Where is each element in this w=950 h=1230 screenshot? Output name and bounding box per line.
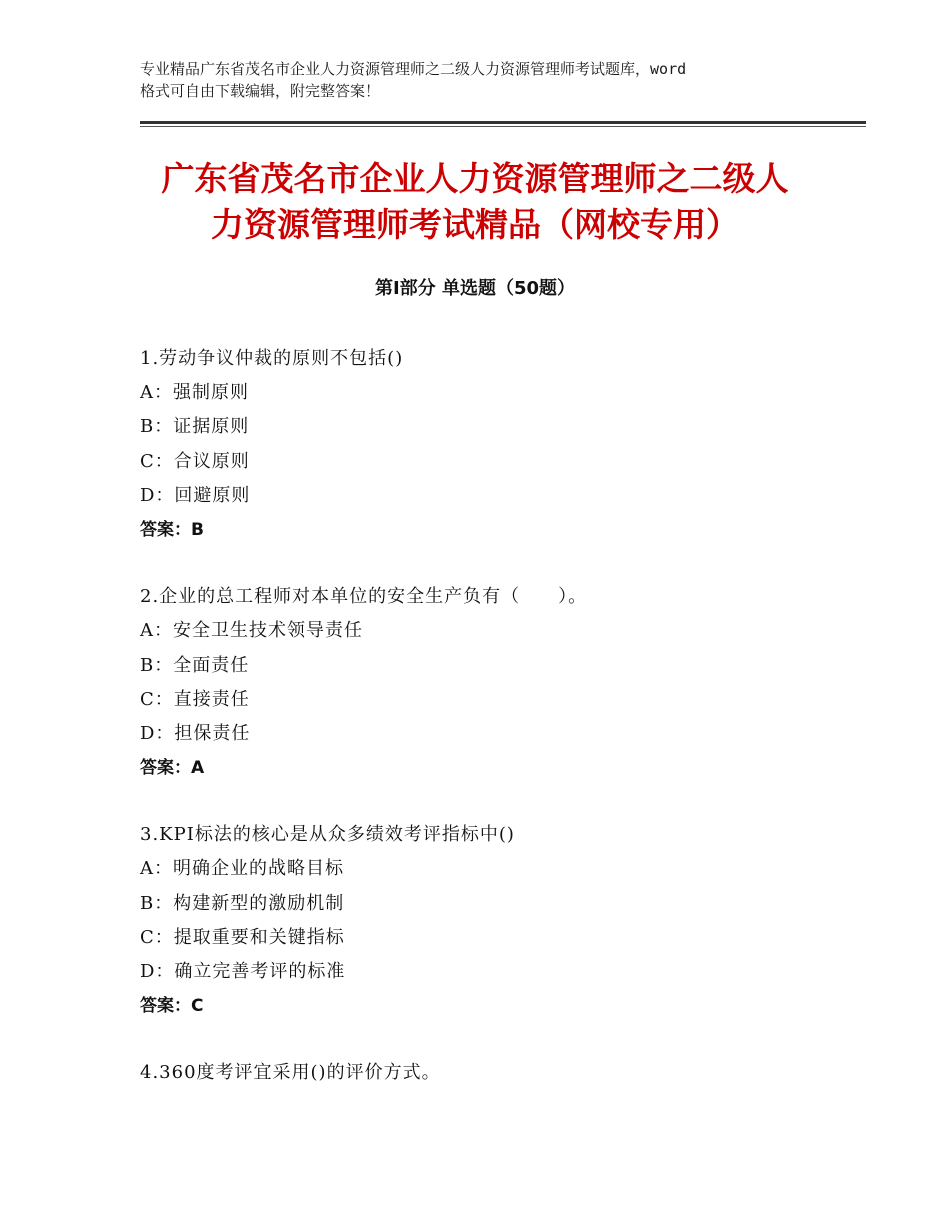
- answer: 答案：B: [140, 519, 204, 540]
- question-item: [140, 1056, 860, 1090]
- question-item: [140, 580, 860, 785]
- question-item: [140, 818, 860, 1023]
- answer: 答案：C: [140, 996, 204, 1017]
- section-heading: 第Ⅰ部分 单选题（50题）: [374, 278, 575, 299]
- question-stem: 1.劳动争议仲裁的原则不包括(): [140, 348, 404, 369]
- question-list: [140, 342, 860, 1124]
- document-title-line: 广东省茂名市企业人力资源管理师之二级人: [161, 159, 789, 198]
- option-c: C：提取重要和关键指标: [140, 926, 345, 948]
- option-d: D：回避原则: [140, 484, 251, 506]
- answer: 答案：A: [140, 758, 205, 779]
- header-divider-thin: [140, 126, 866, 127]
- option-c: C：合议原则: [140, 450, 250, 472]
- header-note-line: 格式可自由下载编辑，附完整答案！: [140, 82, 381, 100]
- document-title: [100, 156, 850, 248]
- header-note-line: 专业精品广东省茂名市企业人力资源管理师之二级人力资源管理师考试题库，word: [140, 60, 687, 78]
- option-b: B：证据原则: [140, 416, 250, 438]
- option-b: B：全面责任: [140, 654, 250, 676]
- option-b: B：构建新型的激励机制: [140, 892, 345, 914]
- option-a: A：强制原则: [140, 382, 249, 404]
- header-note: [140, 58, 840, 102]
- option-d: D：确立完善考评的标准: [140, 961, 346, 982]
- document-title-line: 力资源管理师考试精品（网校专用）: [211, 205, 739, 244]
- question-stem: 4.360度考评宜采用()的评价方式。: [140, 1062, 441, 1084]
- option-d: D：担保责任: [140, 722, 251, 744]
- question-item: [140, 342, 860, 547]
- option-c: C：直接责任: [140, 688, 250, 710]
- option-a: A：安全卫生技术领导责任: [140, 620, 363, 642]
- question-stem: 3.KPI标法的核心是从众多绩效考评指标中(): [140, 824, 515, 846]
- option-a: A：明确企业的战略目标: [140, 858, 344, 880]
- header-divider: [140, 121, 866, 124]
- question-stem: 2.企业的总工程师对本单位的安全生产负有（ ）。: [140, 586, 588, 608]
